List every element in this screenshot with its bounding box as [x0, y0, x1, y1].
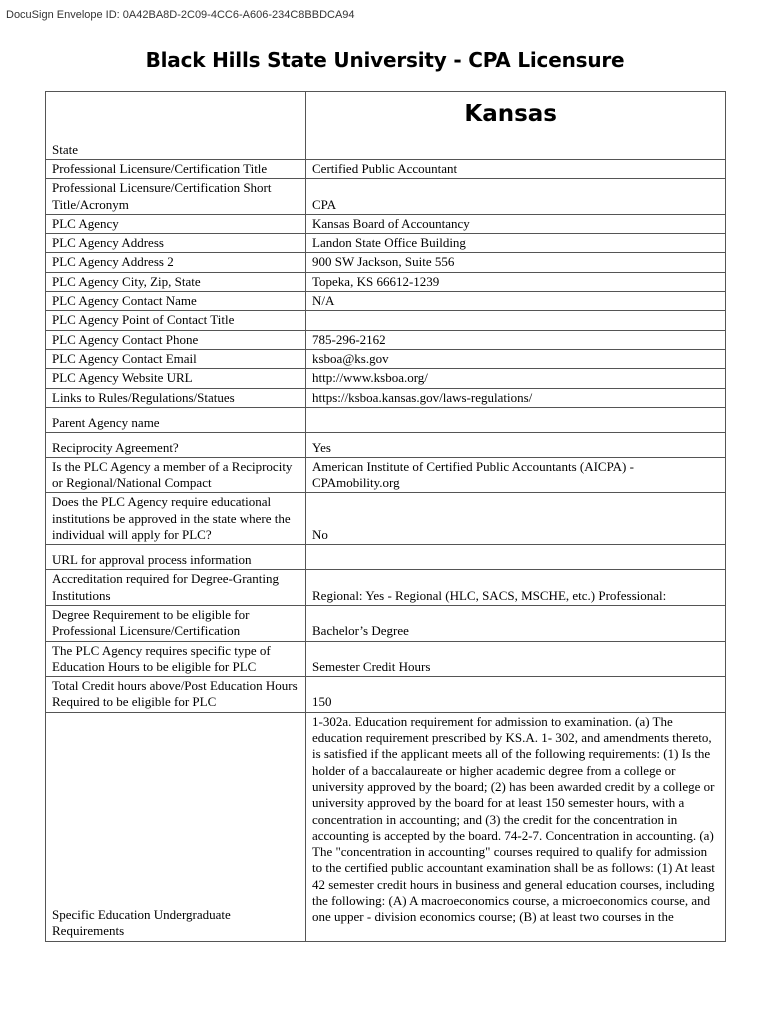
row-value: Kansas Board of Accountancy: [306, 214, 726, 233]
row-value: No: [306, 493, 726, 545]
row-value: 150: [306, 677, 726, 713]
row-label: Professional Licensure/Certification Short Title/Acronym: [46, 179, 306, 215]
table-row: [46, 605, 726, 641]
row-value: CPA: [306, 179, 726, 215]
row-label: PLC Agency Point of Contact Title: [46, 311, 306, 330]
row-value: Bachelor’s Degree: [306, 605, 726, 641]
table-row: [46, 292, 726, 311]
row-label: Does the PLC Agency require educational institutions be approved in the state where the individual will apply for PLC?: [46, 493, 306, 545]
row-label: PLC Agency Address: [46, 234, 306, 253]
row-label: Parent Agency name: [46, 407, 306, 432]
table-row: [46, 545, 726, 570]
row-value: Certified Public Accountant: [306, 160, 726, 179]
row-label: Accreditation required for Degree-Granting Institutions: [46, 570, 306, 606]
row-label: Professional Licensure/Certification Title: [46, 160, 306, 179]
row-label: PLC Agency Contact Email: [46, 349, 306, 368]
row-label: Degree Requirement to be eligible for Professional Licensure/Certification: [46, 605, 306, 641]
row-value-container: [306, 712, 726, 941]
state-value: Kansas: [306, 92, 726, 160]
table-row-state: [46, 92, 726, 160]
row-value: Landon State Office Building: [306, 234, 726, 253]
licensure-table: [45, 91, 726, 942]
row-label: Specific Education Undergraduate Requirements: [46, 712, 306, 941]
table-row: [46, 432, 726, 457]
table-row: [46, 234, 726, 253]
table-row: [46, 160, 726, 179]
table-row: [46, 457, 726, 493]
row-value: https://ksboa.kansas.gov/laws-regulations/: [306, 388, 726, 407]
envelope-id: DocuSign Envelope ID: 0A42BA8D-2C09-4CC6-A606-234C8BBDCA94: [6, 9, 355, 21]
table-row-education-requirements: [46, 712, 726, 941]
row-label: PLC Agency Address 2: [46, 253, 306, 272]
table-row: [46, 253, 726, 272]
row-value: American Institute of Certified Public Accountants (AICPA) - CPAmobility.org: [306, 457, 726, 493]
row-value: 785-296-2162: [306, 330, 726, 349]
row-value: Topeka, KS 66612-1239: [306, 272, 726, 291]
row-label: Total Credit hours above/Post Education Hours Required to be eligible for PLC: [46, 677, 306, 713]
table-row: [46, 641, 726, 677]
row-value: 900 SW Jackson, Suite 556: [306, 253, 726, 272]
table-row: [46, 330, 726, 349]
row-value: N/A: [306, 292, 726, 311]
row-label: PLC Agency: [46, 214, 306, 233]
row-label: Links to Rules/Regulations/Statues: [46, 388, 306, 407]
row-value: http://www.ksboa.org/: [306, 369, 726, 388]
row-label: PLC Agency Website URL: [46, 369, 306, 388]
table-row: [46, 311, 726, 330]
table-row: [46, 407, 726, 432]
table-row: [46, 349, 726, 368]
row-label: Is the PLC Agency a member of a Reciprocity or Regional/National Compact: [46, 457, 306, 493]
row-value: Semester Credit Hours: [306, 641, 726, 677]
education-requirements-text: 1-302a. Education requirement for admission to examination. (a) The education requirement prescribed by KS.A. 1- 302, and amendments thereto, is satisfied if the applicant meets all of the following requirements: (1) Is the holder of a baccalaureate or higher academic degree from a college or university approved by the board; (2) has been awarded credit by a college or university approved by the board for at least 150 semester hours, with a concentration in accounting; and (3) the credit for the concentration in accounting is accepted by the board. 74-2-7. Concentration in accounting. (a) The "concentration in accounting" courses required to qualify for admission to the certified public accountant examination shall be as follows: (1) At least 42 semester credit hours in business and general education courses, including the following: (A) A macroeconomics course, a microeconomics course, and one upper - division economics course; (B) at least two courses in the: [312, 713, 715, 925]
row-label: Reciprocity Agreement?: [46, 432, 306, 457]
row-value: [306, 407, 726, 432]
row-label: PLC Agency Contact Name: [46, 292, 306, 311]
table-row: [46, 570, 726, 606]
row-label: URL for approval process information: [46, 545, 306, 570]
row-value: [306, 545, 726, 570]
row-value: Regional: Yes - Regional (HLC, SACS, MSCHE, etc.) Professional:: [306, 570, 726, 606]
table-row: [46, 214, 726, 233]
table-row: [46, 677, 726, 713]
row-label: PLC Agency City, Zip, State: [46, 272, 306, 291]
row-value: ksboa@ks.gov: [306, 349, 726, 368]
table-row: [46, 179, 726, 215]
page-title: Black Hills State University - CPA Licensure: [145, 48, 625, 72]
table-row: [46, 272, 726, 291]
table-row: [46, 388, 726, 407]
row-value: Yes: [306, 432, 726, 457]
table-row: [46, 369, 726, 388]
row-label: PLC Agency Contact Phone: [46, 330, 306, 349]
row-label: The PLC Agency requires specific type of Education Hours to be eligible for PLC: [46, 641, 306, 677]
row-value: [306, 311, 726, 330]
table-row: [46, 493, 726, 545]
row-label-state: State: [46, 92, 306, 160]
